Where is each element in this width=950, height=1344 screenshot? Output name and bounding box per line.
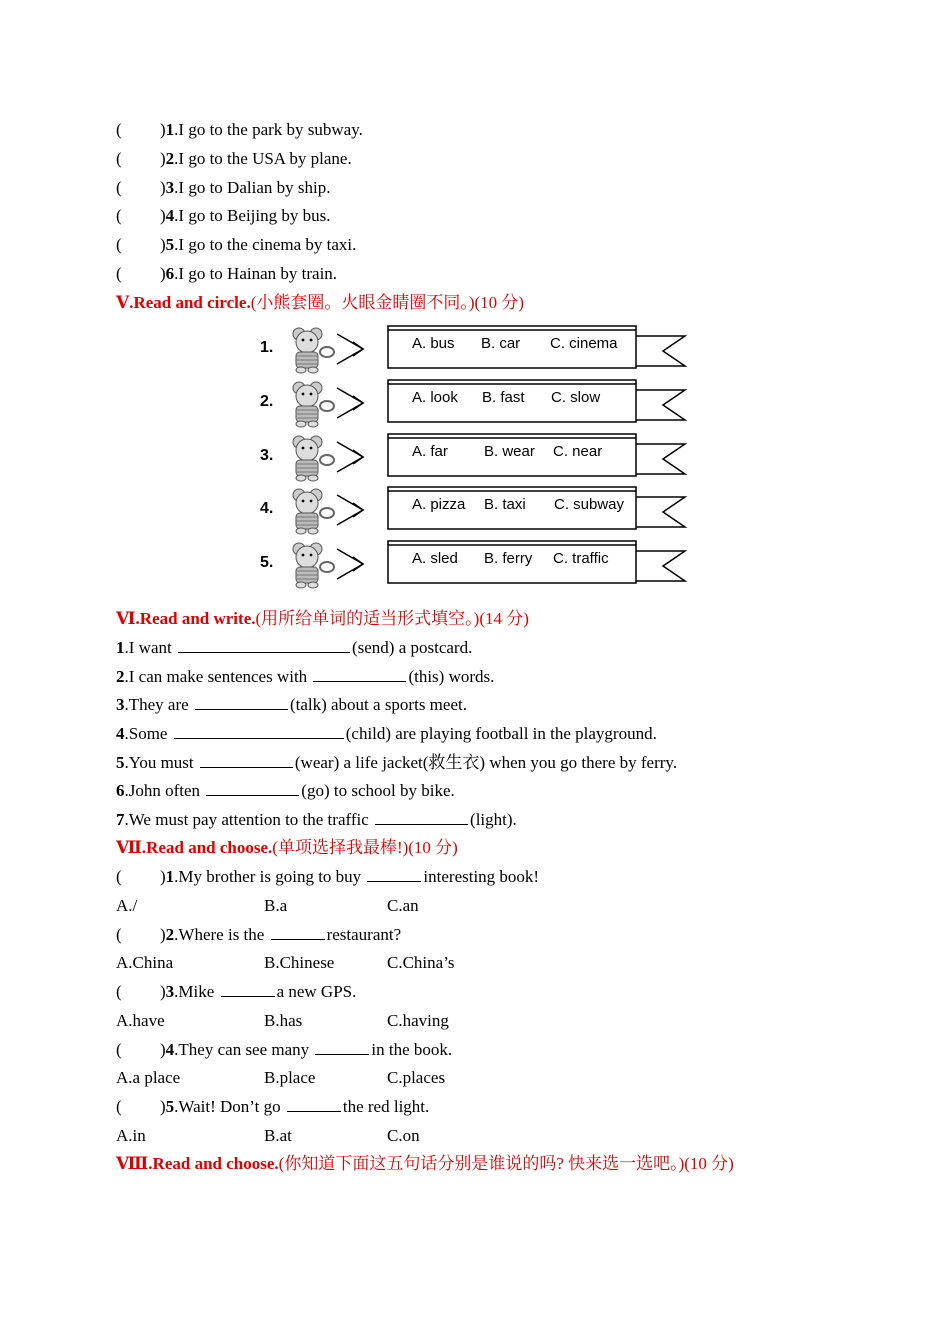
choice-a[interactable]: A./ (116, 896, 138, 915)
section4-item-3: ( )3.I go to Dalian by ship. (116, 178, 331, 197)
choice-a[interactable]: A.a place (116, 1068, 181, 1087)
option-a[interactable]: A. sled (412, 550, 458, 567)
option-b[interactable]: B. wear (484, 443, 535, 460)
answer-paren[interactable]: ( (116, 120, 122, 139)
answer-paren[interactable]: ( (116, 867, 122, 886)
choice-b[interactable]: B.a (264, 896, 288, 915)
answer-paren[interactable]: ( (116, 264, 122, 283)
section8-heading: Ⅷ.Read and choose.(你知道下面这五句话分别是谁说的吗? 快来选一选吧。)(10 分) (116, 1154, 734, 1173)
answer-blank[interactable] (271, 924, 325, 940)
answer-paren[interactable]: ( (116, 149, 122, 168)
ribbon-options (412, 550, 609, 567)
section7-question-4: ( )4.They can see many in the book. (116, 1040, 453, 1059)
figure-row-4: 4. A. pizza B. taxi C. subway (255, 485, 695, 535)
answer-blank[interactable] (315, 1039, 369, 1055)
choice-b[interactable]: B.Chinese (264, 953, 335, 972)
choice-c[interactable]: C.having (387, 1011, 449, 1030)
ribbon-options (412, 389, 600, 406)
choice-c[interactable]: C.on (387, 1126, 420, 1145)
option-b[interactable]: B. taxi (484, 496, 526, 513)
ribbon-options (412, 496, 624, 513)
option-b[interactable]: B. fast (482, 389, 525, 406)
option-c[interactable]: C. traffic (553, 550, 609, 567)
section6-item-7: 7.We must pay attention to the traffic (light). (116, 810, 517, 829)
option-c[interactable]: C. near (553, 443, 603, 460)
choice-a[interactable]: A.in (116, 1126, 146, 1145)
section6-item-5: 5.You must (wear) a life jacket(救生衣) when you go there by ferry. (116, 753, 678, 772)
answer-blank[interactable] (221, 981, 275, 997)
choice-c[interactable]: C.places (387, 1068, 446, 1087)
choice-b[interactable]: B.has (264, 1011, 303, 1030)
section6-item-3: 3.They are (talk) about a sports meet. (116, 695, 467, 714)
section5-heading: Ⅴ.Read and circle.(小熊套圈。火眼金睛圈不同。)(10 分) (116, 293, 525, 312)
answer-blank[interactable] (195, 694, 288, 710)
section6-heading: Ⅵ.Read and write.(用所给单词的适当形式填空。)(14 分) (116, 609, 529, 628)
answer-blank[interactable] (206, 780, 299, 796)
answer-paren[interactable]: ( (116, 1097, 122, 1116)
figure-row-1: 1. A. bus B. car C. cinema (255, 324, 695, 374)
choice-b[interactable]: B.at (264, 1126, 292, 1145)
answer-blank[interactable] (178, 637, 350, 653)
option-c[interactable]: C. cinema (550, 335, 618, 352)
answer-paren[interactable]: ( (116, 982, 122, 1001)
option-a[interactable]: A. far (412, 443, 448, 460)
answer-blank[interactable] (313, 666, 406, 682)
option-b[interactable]: B. ferry (484, 550, 533, 567)
choice-a[interactable]: A.China (116, 953, 174, 972)
option-a[interactable]: A. pizza (412, 496, 466, 513)
answer-blank[interactable] (375, 809, 468, 825)
answer-blank[interactable] (174, 723, 344, 739)
figure-row-5: 5. A. sled B. ferry C. traffic (255, 539, 695, 589)
section4-item-4: ( )4.I go to Beijing by bus. (116, 206, 331, 225)
section7-heading: Ⅶ.Read and choose.(单项选择我最棒!)(10 分) (116, 838, 458, 857)
bear-icon (293, 328, 334, 373)
answer-paren[interactable]: ( (116, 178, 122, 197)
section4-item-6: ( )6.I go to Hainan by train. (116, 264, 338, 283)
choice-c[interactable]: C.an (387, 896, 419, 915)
bear-icon (293, 489, 334, 534)
option-a[interactable]: A. bus (412, 335, 455, 352)
section6-item-1: 1.I want (send) a postcard. (116, 638, 473, 657)
section7-question-1: ( )1.My brother is going to buy interesting book! (116, 867, 540, 886)
section6-item-2: 2.I can make sentences with (this) words. (116, 667, 495, 686)
choice-a[interactable]: A.have (116, 1011, 165, 1030)
section4-item-5: ( )5.I go to the cinema by taxi. (116, 235, 357, 254)
option-c[interactable]: C. subway (554, 496, 625, 513)
choice-b[interactable]: B.place (264, 1068, 316, 1087)
option-c[interactable]: C. slow (551, 389, 601, 406)
bear-icon (293, 543, 334, 588)
section7-question-3: ( )3.Mike a new GPS. (116, 982, 357, 1001)
figure-row-3: 3. A. far B. wear C. near (255, 432, 695, 482)
answer-paren[interactable]: ( (116, 206, 122, 225)
answer-paren[interactable]: ( (116, 925, 122, 944)
answer-blank[interactable] (287, 1096, 341, 1112)
option-b[interactable]: B. car (481, 335, 521, 352)
section6-item-4: 4.Some (child) are playing football in the playground. (116, 724, 657, 743)
figure-row-2: 2. A. look B. fast C. slow (255, 378, 695, 428)
answer-paren[interactable]: ( (116, 1040, 122, 1059)
answer-paren[interactable]: ( (116, 235, 122, 254)
ribbon-options (412, 443, 602, 460)
bear-icon (293, 436, 334, 481)
bear-icon (293, 382, 334, 427)
choice-c[interactable]: C.China’s (387, 953, 455, 972)
section4-item-1: ( )1.I go to the park by subway. (116, 120, 363, 139)
ribbon-options (412, 335, 618, 352)
section4-item-2: ( )2.I go to the USA by plane. (116, 149, 352, 168)
answer-blank[interactable] (367, 866, 421, 882)
section7-question-2: ( )2.Where is the restaurant? (116, 925, 402, 944)
option-a[interactable]: A. look (412, 389, 458, 406)
section6-item-6: 6.John often (go) to school by bike. (116, 781, 455, 800)
answer-blank[interactable] (200, 752, 293, 768)
section7-question-5: ( )5.Wait! Don’t go the red light. (116, 1097, 430, 1116)
